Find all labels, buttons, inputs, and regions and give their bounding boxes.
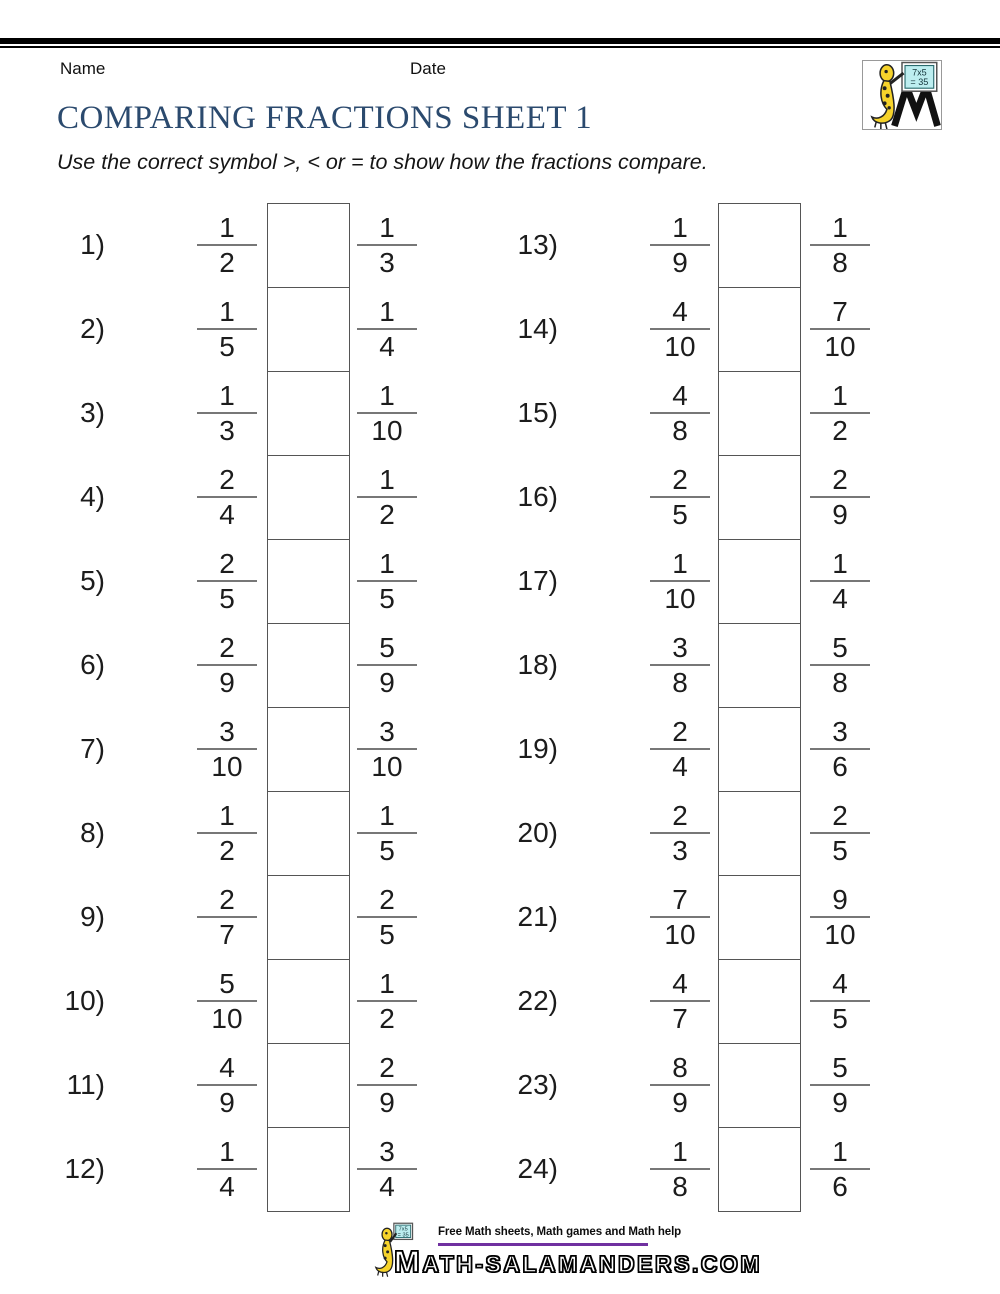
fraction-right-numerator: 1 bbox=[832, 380, 848, 411]
fraction-right bbox=[357, 379, 417, 447]
fraction-right-numerator: 3 bbox=[832, 716, 848, 747]
answer-box[interactable] bbox=[268, 456, 349, 540]
fraction-left bbox=[650, 1051, 710, 1119]
answer-box[interactable] bbox=[719, 624, 800, 708]
fraction-right-denominator: 6 bbox=[810, 748, 870, 783]
problem-number: 2) bbox=[80, 313, 105, 344]
fraction-left-denominator: 7 bbox=[650, 1000, 710, 1035]
fraction-right bbox=[810, 967, 870, 1035]
fraction-left-denominator: 10 bbox=[197, 1000, 257, 1035]
problem-number: 4) bbox=[80, 481, 105, 512]
problem-row bbox=[493, 203, 933, 287]
fraction-left-denominator: 5 bbox=[197, 580, 257, 615]
problem-number: 7) bbox=[80, 733, 105, 764]
problem-number: 6) bbox=[80, 649, 105, 680]
fraction-left-denominator: 5 bbox=[197, 328, 257, 363]
fraction-right bbox=[810, 211, 870, 279]
answer-box[interactable] bbox=[268, 624, 349, 708]
fraction-right-denominator: 5 bbox=[357, 916, 417, 951]
fraction-right bbox=[810, 463, 870, 531]
answer-box[interactable] bbox=[268, 1044, 349, 1128]
fraction-left-denominator: 2 bbox=[197, 244, 257, 279]
fraction-left-denominator: 8 bbox=[650, 412, 710, 447]
fraction-right bbox=[357, 463, 417, 531]
fraction-left bbox=[197, 379, 257, 447]
fraction-right bbox=[357, 715, 417, 783]
problem-row bbox=[40, 203, 480, 287]
fraction-left bbox=[650, 883, 710, 951]
fraction-left-numerator: 1 bbox=[219, 380, 235, 411]
fraction-left bbox=[650, 1135, 710, 1203]
fraction-right-numerator: 4 bbox=[832, 968, 848, 999]
problem-row bbox=[40, 371, 480, 455]
answer-box-column-right bbox=[718, 203, 801, 1212]
problem-number: 17) bbox=[517, 565, 558, 596]
fraction-right bbox=[357, 799, 417, 867]
answer-box[interactable] bbox=[268, 204, 349, 288]
fraction-right-numerator: 1 bbox=[832, 212, 848, 243]
fraction-right-denominator: 9 bbox=[357, 1084, 417, 1119]
answer-box[interactable] bbox=[719, 204, 800, 288]
fraction-left-denominator: 5 bbox=[650, 496, 710, 531]
fraction-left-denominator: 8 bbox=[650, 664, 710, 699]
fraction-left-numerator: 2 bbox=[219, 884, 235, 915]
answer-box[interactable] bbox=[719, 456, 800, 540]
fraction-left-numerator: 1 bbox=[219, 1136, 235, 1167]
fraction-left-denominator: 2 bbox=[197, 832, 257, 867]
name-label: Name bbox=[60, 59, 106, 78]
instruction-text: Use the correct symbol >, < or = to show how the fractions compare. bbox=[57, 150, 708, 174]
answer-box[interactable] bbox=[268, 540, 349, 624]
problem-number: 23) bbox=[517, 1069, 558, 1100]
fraction-left-denominator: 10 bbox=[197, 748, 257, 783]
top-rule bbox=[0, 38, 1000, 44]
fraction-left-denominator: 10 bbox=[650, 580, 710, 615]
fraction-right-denominator: 5 bbox=[810, 832, 870, 867]
answer-box[interactable] bbox=[719, 1128, 800, 1211]
fraction-right-numerator: 2 bbox=[832, 464, 848, 495]
problem-row bbox=[493, 539, 933, 623]
fraction-left bbox=[650, 211, 710, 279]
fraction-left-numerator: 1 bbox=[219, 800, 235, 831]
fraction-right-denominator: 8 bbox=[810, 244, 870, 279]
problem-number: 22) bbox=[517, 985, 558, 1016]
fraction-right-denominator: 10 bbox=[810, 328, 870, 363]
fraction-right-numerator: 3 bbox=[379, 716, 395, 747]
fraction-right-denominator: 10 bbox=[357, 748, 417, 783]
problem-row bbox=[493, 791, 933, 875]
whiteboard-icon bbox=[394, 1223, 413, 1239]
answer-box[interactable] bbox=[719, 288, 800, 372]
fraction-left-numerator: 4 bbox=[219, 1052, 235, 1083]
problem-number: 24) bbox=[517, 1153, 558, 1184]
problem-number: 9) bbox=[80, 901, 105, 932]
problem-number: 5) bbox=[80, 565, 105, 596]
fraction-left bbox=[197, 799, 257, 867]
fraction-left-denominator: 3 bbox=[197, 412, 257, 447]
problem-row bbox=[40, 791, 480, 875]
fraction-left-numerator: 1 bbox=[672, 1136, 688, 1167]
fraction-left bbox=[197, 463, 257, 531]
fraction-right bbox=[357, 967, 417, 1035]
answer-box[interactable] bbox=[268, 876, 349, 960]
fraction-left-denominator: 8 bbox=[650, 1168, 710, 1203]
fraction-left-numerator: 1 bbox=[672, 548, 688, 579]
date-label: Date bbox=[410, 59, 446, 78]
answer-box[interactable] bbox=[719, 792, 800, 876]
fraction-right-denominator: 9 bbox=[357, 664, 417, 699]
fraction-left bbox=[197, 715, 257, 783]
problem-row bbox=[493, 287, 933, 371]
fraction-right-numerator: 1 bbox=[379, 800, 395, 831]
fraction-right-denominator: 2 bbox=[357, 496, 417, 531]
problem-number: 1) bbox=[80, 229, 105, 260]
fraction-right bbox=[810, 883, 870, 951]
fraction-left bbox=[197, 211, 257, 279]
fraction-right bbox=[357, 631, 417, 699]
fraction-right-denominator: 4 bbox=[357, 1168, 417, 1203]
problem-row bbox=[40, 455, 480, 539]
fraction-right-numerator: 5 bbox=[832, 632, 848, 663]
problem-number: 20) bbox=[517, 817, 558, 848]
fraction-left bbox=[650, 967, 710, 1035]
problem-row bbox=[493, 875, 933, 959]
fraction-left-denominator: 4 bbox=[650, 748, 710, 783]
problem-row bbox=[493, 959, 933, 1043]
fraction-right-denominator: 2 bbox=[357, 1000, 417, 1035]
problem-number: 12) bbox=[64, 1153, 105, 1184]
fraction-right-numerator: 1 bbox=[379, 380, 395, 411]
fraction-left-numerator: 3 bbox=[219, 716, 235, 747]
fraction-left-denominator: 10 bbox=[650, 328, 710, 363]
problem-row bbox=[40, 875, 480, 959]
salamander-logo-graphic bbox=[863, 61, 941, 129]
fraction-left-numerator: 2 bbox=[672, 464, 688, 495]
answer-box[interactable] bbox=[719, 540, 800, 624]
svg-text:7x5: 7x5 bbox=[912, 67, 927, 78]
problem-number: 11) bbox=[66, 1069, 105, 1100]
fraction-right-numerator: 2 bbox=[379, 884, 395, 915]
fraction-right-denominator: 8 bbox=[810, 664, 870, 699]
fraction-left-numerator: 4 bbox=[672, 380, 688, 411]
fraction-left-denominator: 9 bbox=[650, 1084, 710, 1119]
footer-tagline: Free Math sheets, Math games and Math help bbox=[438, 1226, 682, 1238]
answer-box[interactable] bbox=[268, 960, 349, 1044]
fraction-right-denominator: 9 bbox=[810, 496, 870, 531]
answer-box[interactable] bbox=[268, 288, 349, 372]
fraction-right-denominator: 6 bbox=[810, 1168, 870, 1203]
fraction-right-numerator: 7 bbox=[832, 296, 848, 327]
problem-row bbox=[40, 287, 480, 371]
fraction-left-numerator: 2 bbox=[672, 716, 688, 747]
fraction-right bbox=[810, 1135, 870, 1203]
fraction-left-denominator: 9 bbox=[197, 664, 257, 699]
fraction-left-numerator: 2 bbox=[219, 548, 235, 579]
fraction-right bbox=[810, 295, 870, 363]
fraction-left-numerator: 8 bbox=[672, 1052, 688, 1083]
m-logo-icon bbox=[894, 87, 937, 126]
fraction-right-numerator: 1 bbox=[379, 296, 395, 327]
fraction-right-denominator: 4 bbox=[810, 580, 870, 615]
fraction-left bbox=[650, 463, 710, 531]
answer-box[interactable] bbox=[719, 876, 800, 960]
fraction-left-denominator: 10 bbox=[650, 916, 710, 951]
fraction-right-numerator: 5 bbox=[379, 632, 395, 663]
answer-box[interactable] bbox=[719, 708, 800, 792]
fraction-left-numerator: 4 bbox=[672, 296, 688, 327]
fraction-left-numerator: 4 bbox=[672, 968, 688, 999]
fraction-left-denominator: 9 bbox=[197, 1084, 257, 1119]
fraction-right bbox=[810, 379, 870, 447]
fraction-right-denominator: 2 bbox=[810, 412, 870, 447]
problem-row bbox=[40, 1127, 480, 1211]
fraction-left-numerator: 5 bbox=[219, 968, 235, 999]
fraction-left-numerator: 7 bbox=[672, 884, 688, 915]
fraction-left-denominator: 7 bbox=[197, 916, 257, 951]
fraction-right bbox=[357, 1135, 417, 1203]
fraction-left-denominator: 9 bbox=[650, 244, 710, 279]
svg-text:= 35: = 35 bbox=[397, 1232, 409, 1239]
fraction-right-denominator: 10 bbox=[810, 916, 870, 951]
fraction-left-numerator: 1 bbox=[672, 212, 688, 243]
fraction-left bbox=[650, 631, 710, 699]
fraction-right-numerator: 1 bbox=[379, 212, 395, 243]
fraction-right-numerator: 1 bbox=[832, 1136, 848, 1167]
fraction-right-denominator: 9 bbox=[810, 1084, 870, 1119]
footer bbox=[350, 1220, 762, 1290]
fraction-right bbox=[810, 799, 870, 867]
fraction-left-numerator: 2 bbox=[219, 632, 235, 663]
problem-row bbox=[493, 371, 933, 455]
fraction-left bbox=[197, 883, 257, 951]
fraction-right bbox=[357, 547, 417, 615]
fraction-right-numerator: 1 bbox=[379, 548, 395, 579]
fraction-left bbox=[197, 547, 257, 615]
fraction-right bbox=[810, 1051, 870, 1119]
fraction-right-numerator: 9 bbox=[832, 884, 848, 915]
page-title: COMPARING FRACTIONS SHEET 1 bbox=[57, 100, 593, 136]
fraction-right-denominator: 5 bbox=[810, 1000, 870, 1035]
answer-box[interactable] bbox=[268, 792, 349, 876]
fraction-left bbox=[197, 967, 257, 1035]
fraction-left-numerator: 2 bbox=[219, 464, 235, 495]
problems-column-left bbox=[40, 203, 480, 1211]
site-name: MATH-SALAMANDERS.COM bbox=[394, 1244, 762, 1279]
svg-text:7x5: 7x5 bbox=[398, 1226, 408, 1233]
whiteboard-icon bbox=[902, 63, 937, 92]
fraction-left bbox=[197, 631, 257, 699]
fraction-right-numerator: 1 bbox=[379, 464, 395, 495]
fraction-left-denominator: 4 bbox=[197, 1168, 257, 1203]
fraction-right bbox=[810, 547, 870, 615]
answer-box[interactable] bbox=[268, 708, 349, 792]
fraction-right bbox=[810, 631, 870, 699]
svg-text:= 35: = 35 bbox=[910, 77, 929, 88]
fraction-right-denominator: 10 bbox=[357, 412, 417, 447]
fraction-left bbox=[650, 379, 710, 447]
fraction-right-denominator: 4 bbox=[357, 328, 417, 363]
answer-box[interactable] bbox=[268, 372, 349, 456]
fraction-left bbox=[650, 547, 710, 615]
problems-column-right bbox=[493, 203, 933, 1211]
fraction-left bbox=[650, 799, 710, 867]
fraction-left-denominator: 4 bbox=[197, 496, 257, 531]
fraction-left-denominator: 3 bbox=[650, 832, 710, 867]
problem-number: 13) bbox=[517, 229, 558, 260]
problem-number: 19) bbox=[517, 733, 558, 764]
problem-number: 16) bbox=[517, 481, 558, 512]
answer-box-column-left bbox=[267, 203, 350, 1212]
answer-box[interactable] bbox=[268, 1128, 349, 1211]
fraction-left-numerator: 2 bbox=[672, 800, 688, 831]
fraction-right-numerator: 2 bbox=[379, 1052, 395, 1083]
problem-row bbox=[493, 707, 933, 791]
fraction-right bbox=[357, 211, 417, 279]
problem-row bbox=[40, 623, 480, 707]
problem-number: 3) bbox=[80, 397, 105, 428]
answer-box[interactable] bbox=[719, 1044, 800, 1128]
fraction-left bbox=[197, 295, 257, 363]
answer-box[interactable] bbox=[719, 372, 800, 456]
problem-row bbox=[493, 1127, 933, 1211]
problem-number: 8) bbox=[80, 817, 105, 848]
fraction-left bbox=[650, 295, 710, 363]
fraction-right-numerator: 5 bbox=[832, 1052, 848, 1083]
problem-number: 18) bbox=[517, 649, 558, 680]
answer-box[interactable] bbox=[719, 960, 800, 1044]
fraction-left-numerator: 1 bbox=[219, 296, 235, 327]
fraction-right-denominator: 5 bbox=[357, 832, 417, 867]
fraction-right-numerator: 2 bbox=[832, 800, 848, 831]
problem-number: 14) bbox=[517, 313, 558, 344]
problem-row bbox=[40, 539, 480, 623]
fraction-right-denominator: 5 bbox=[357, 580, 417, 615]
problem-row bbox=[40, 959, 480, 1043]
fraction-left bbox=[197, 1135, 257, 1203]
fraction-right bbox=[810, 715, 870, 783]
fraction-left bbox=[650, 715, 710, 783]
problem-row bbox=[493, 1043, 933, 1127]
fraction-left bbox=[197, 1051, 257, 1119]
header-logo bbox=[862, 60, 942, 130]
problem-row bbox=[493, 623, 933, 707]
fraction-right bbox=[357, 883, 417, 951]
fraction-left-numerator: 3 bbox=[672, 632, 688, 663]
problem-number: 10) bbox=[64, 985, 105, 1016]
fraction-right bbox=[357, 1051, 417, 1119]
fraction-right-numerator: 3 bbox=[379, 1136, 395, 1167]
fraction-right-numerator: 1 bbox=[379, 968, 395, 999]
problem-number: 21) bbox=[517, 901, 558, 932]
fraction-right bbox=[357, 295, 417, 363]
fraction-left-numerator: 1 bbox=[219, 212, 235, 243]
problem-row bbox=[40, 707, 480, 791]
problem-row bbox=[40, 1043, 480, 1127]
problem-row bbox=[493, 455, 933, 539]
fraction-right-numerator: 1 bbox=[832, 548, 848, 579]
problem-number: 15) bbox=[517, 397, 558, 428]
fraction-right-denominator: 3 bbox=[357, 244, 417, 279]
